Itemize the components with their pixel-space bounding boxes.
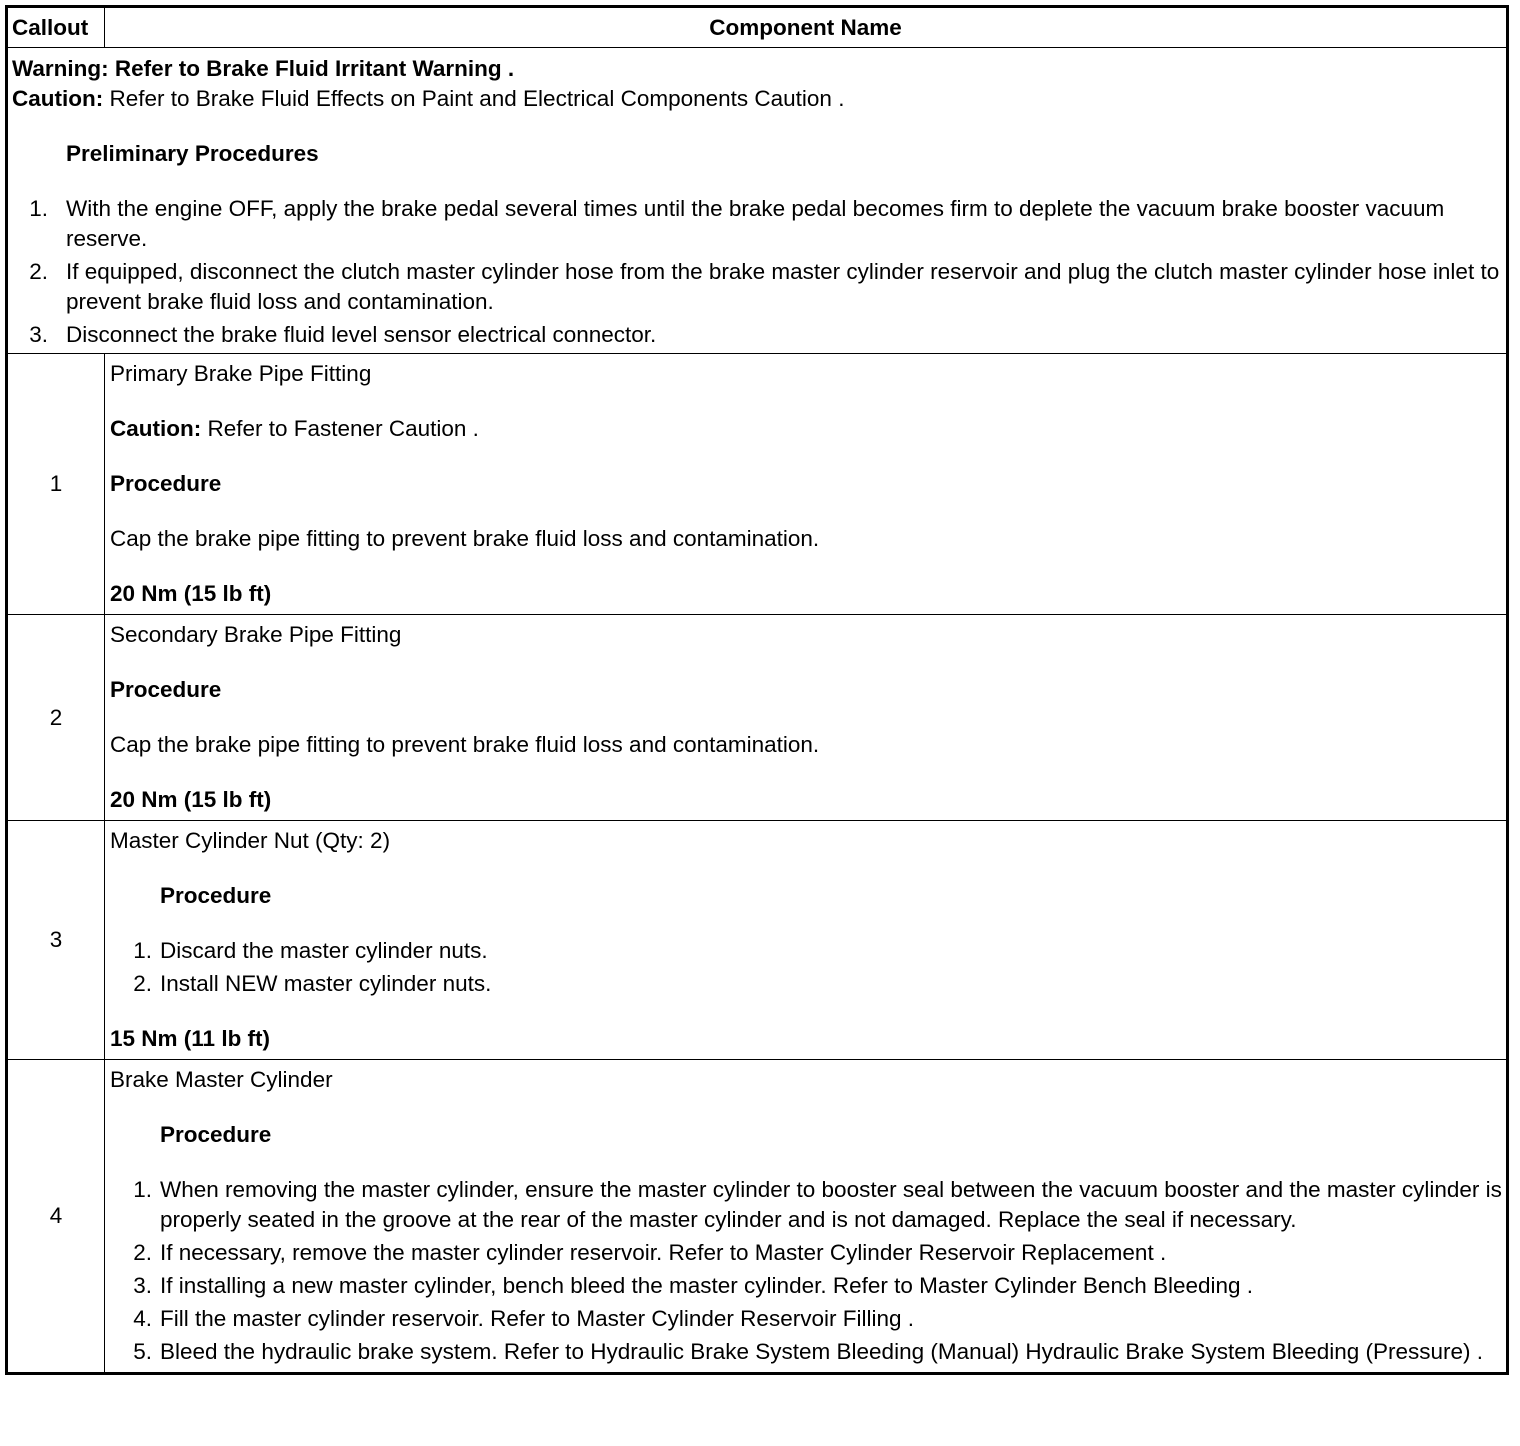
caution-text: Refer to Brake Fluid Effects on Paint and Electrical Components Caution . [103, 86, 845, 111]
procedure-heading: Procedure [160, 1122, 272, 1147]
procedure-heading: Procedure [110, 677, 222, 702]
list-item: 5. Bleed the hydraulic brake system. Refer to Hydraulic Brake System Bleeding (Manual) Hydraulic Brake System Bleeding (Pressure) . [133, 1339, 1484, 1364]
list-item: 4. Fill the master cylinder reservoir. Refer to Master Cylinder Reservoir Filling . [133, 1306, 914, 1331]
warning-line [12, 54, 1502, 84]
list-item: 2. If equipped, disconnect the clutch master cylinder hose from the brake master cylinder reservoir and plug the clutch master cylinder hose inlet to prevent brake fluid loss and contamination. [29, 259, 1500, 314]
component-name: Secondary Brake Pipe Fitting [110, 622, 402, 647]
callout-number: 2 [7, 615, 105, 821]
torque-spec: 15 Nm (11 lb ft) [110, 1026, 271, 1051]
caution-line [110, 414, 1502, 444]
procedure-heading: Procedure [160, 883, 272, 908]
table-row [7, 821, 1508, 1060]
component-table [5, 5, 1509, 1375]
caution-text: Refer to Fastener Caution . [201, 416, 479, 441]
procedure-heading: Procedure [110, 471, 222, 496]
list-item: 3. Disconnect the brake fluid level sensor electrical connector. [29, 322, 657, 347]
component-cell [105, 821, 1508, 1060]
intro-row [7, 48, 1508, 354]
caution-line [12, 84, 1502, 114]
component-cell [105, 1060, 1508, 1374]
callout-column-header: Callout [7, 7, 105, 48]
procedure-steps [110, 936, 1502, 999]
callout-number: 3 [7, 821, 105, 1060]
component-cell [105, 354, 1508, 615]
intro-cell [7, 48, 1508, 354]
component-name: Master Cylinder Nut (Qty: 2) [110, 828, 391, 853]
warning-text: Refer to Brake Fluid Irritant Warning . [114, 56, 515, 81]
list-item: 2. Install NEW master cylinder nuts. [133, 971, 492, 996]
caution-label: Caution: [110, 416, 202, 441]
preliminary-steps [12, 194, 1502, 350]
torque-spec: 20 Nm (15 lb ft) [110, 787, 272, 812]
component-name: Primary Brake Pipe Fitting [110, 361, 372, 386]
procedure-text: Cap the brake pipe fitting to prevent brake fluid loss and contamination. [110, 526, 820, 551]
list-item: 1. Discard the master cylinder nuts. [133, 938, 488, 963]
component-cell [105, 615, 1508, 821]
callout-number: 1 [7, 354, 105, 615]
warning-label: Warning: [12, 56, 109, 81]
table-row [7, 1060, 1508, 1374]
list-item: 2. If necessary, remove the master cylinder reservoir. Refer to Master Cylinder Reservoir Replacement . [133, 1240, 1167, 1265]
table-row [7, 354, 1508, 615]
torque-spec: 20 Nm (15 lb ft) [110, 581, 272, 606]
component-name: Brake Master Cylinder [110, 1067, 333, 1092]
component-name-column-header: Component Name [105, 7, 1508, 48]
preliminary-heading: Preliminary Procedures [66, 141, 319, 166]
table-header-row [7, 7, 1508, 48]
callout-number: 4 [7, 1060, 105, 1374]
table-row [7, 615, 1508, 821]
list-item: 1. With the engine OFF, apply the brake pedal several times until the brake pedal becomes firm to deplete the vacuum brake booster vacuum reserve. [29, 196, 1445, 251]
caution-label: Caution: [12, 86, 104, 111]
procedure-text: Cap the brake pipe fitting to prevent brake fluid loss and contamination. [110, 732, 820, 757]
list-item: 3. If installing a new master cylinder, bench bleed the master cylinder. Refer to Master Cylinder Bench Bleeding . [133, 1273, 1254, 1298]
list-item: 1. When removing the master cylinder, ensure the master cylinder to booster seal between the vacuum booster and the master cylinder is properly seated in the groove at the rear of the master cylinder and is not damaged. Replace the seal if necessary. [133, 1177, 1502, 1232]
procedure-steps [110, 1175, 1502, 1367]
